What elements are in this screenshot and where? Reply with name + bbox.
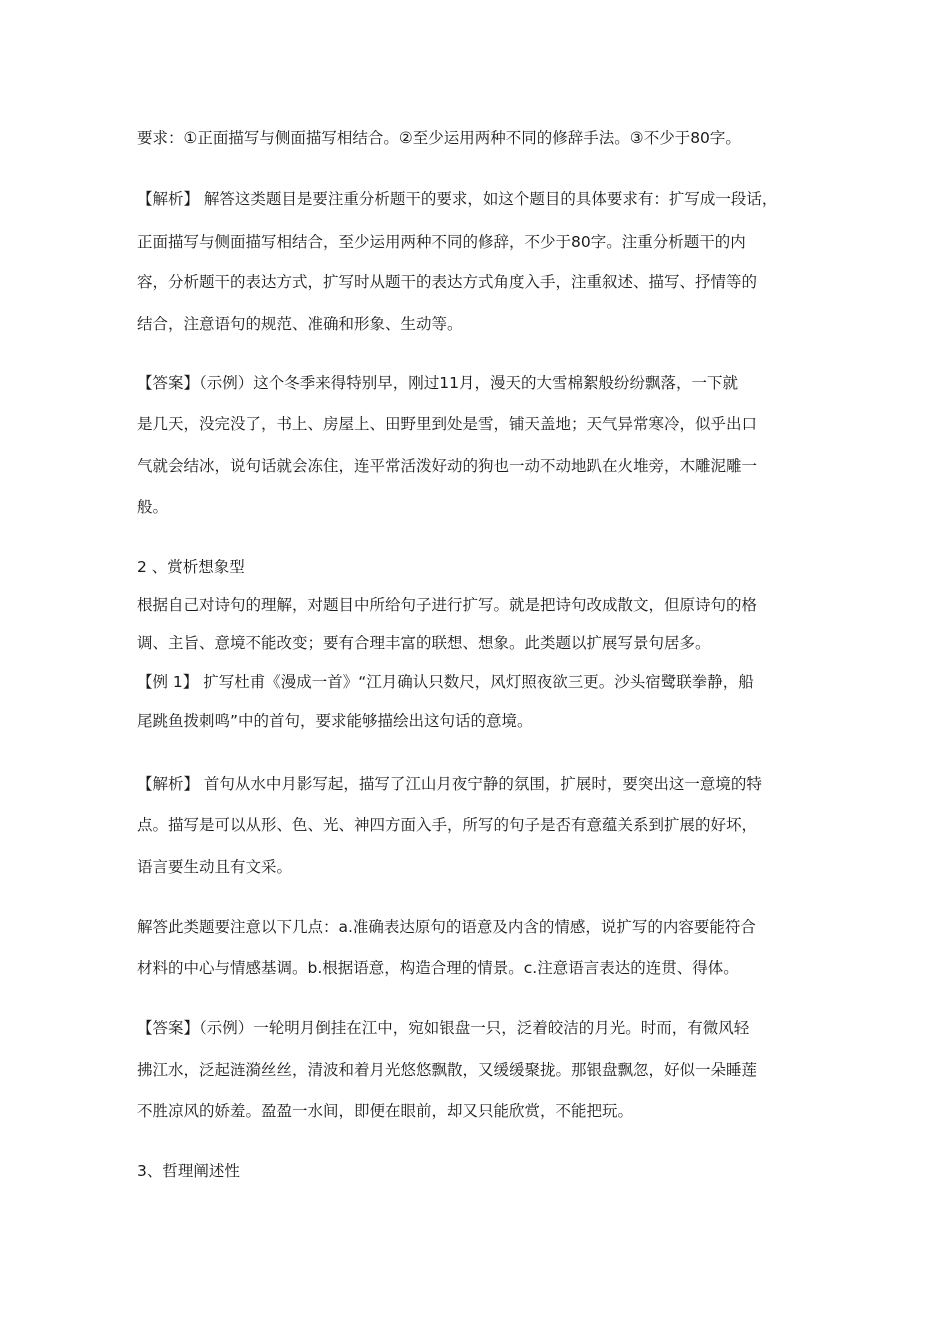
- text-line: 拂江水，泛起涟漪丝丝，清波和着月光悠悠飘散，又缓缓聚拢。那银盘飘忽，好似一朵睡莲: [137, 1061, 758, 1079]
- text-line: 是几天，没完没了，书上、房屋上、田野里到处是雪，铺天盖地；天气异常寒冷，似乎出口: [137, 415, 758, 433]
- text-line: 正面描写与侧面描写相结合，至少运用两种不同的修辞，不少于80字。注重分析题干的内: [137, 233, 746, 251]
- requirement-text: 要求：①正面描写与侧面描写相结合。②至少运用两种不同的修辞手法。③不少于80字。: [137, 129, 741, 147]
- text-line: 【解析】 首句从水中月影写起，描写了江山月夜宁静的氛围，扩展时，要突出这一意境的特: [137, 775, 762, 793]
- text-line: 根据自己对诗句的理解，对题目中所给句子进行扩写。就是把诗句改成散文，但原诗句的格: [137, 596, 758, 614]
- text-line: 结合，注意语句的规范、准确和形象、生动等。: [137, 315, 463, 333]
- text-line: 语言要生动且有文采。: [137, 858, 293, 876]
- text-line: 【答案】（示例）这个冬季来得特别早，刚过11月，漫天的大雪棉絮般纷纷飘落，一下就: [137, 374, 738, 392]
- text-line: 【例 1】 扩写杜甫《漫成一首》“江月确认只数尺，风灯照夜欲三更。沙头宿鹭联拳静，船: [137, 673, 754, 691]
- text-line: 【答案】（示例）一轮明月倒挂在江中，宛如银盘一只，泛着皎洁的月光。时而，有微风轻: [137, 1019, 750, 1037]
- text-line: 不胜凉风的娇羞。盈盈一水间，即便在眼前，却又只能欣赏，不能把玩。: [137, 1102, 634, 1120]
- text-line: 材料的中心与情感基调。b.根据语意，构造合理的情景。c.注意语言表达的连贯、得体。: [137, 959, 739, 977]
- text-line: 尾跳鱼拨刺鸣”中的首句，要求能够描绘出这句话的意境。: [137, 712, 533, 730]
- section-3-heading: 3、哲理阐述性: [137, 1162, 240, 1180]
- text-line: 点。描写是可以从形、色、光、神四方面入手，所写的句子是否有意蕴关系到扩展的好坏，: [137, 816, 758, 834]
- text-line: 气就会结冰，说句话就会冻住，连平常活泼好动的狗也一动不动地趴在火堆旁，木雕泥雕一: [137, 457, 758, 475]
- text-line: 调、主旨、意境不能改变；要有合理丰富的联想、想象。此类题以扩展写景句居多。: [137, 634, 711, 652]
- text-line: 容，分析题干的表达方式，扩写时从题干的表达方式角度入手，注重叙述、描写、抒情等的: [137, 273, 758, 291]
- text-line: 【解析】 解答这类题目是要注重分析题干的要求，如这个题目的具体要求有：扩写成一段话，: [137, 190, 778, 208]
- text-line: 解答此类题要注意以下几点：a.准确表达原句的语意及内含的情感，说扩写的内容要能符合: [137, 918, 756, 936]
- text-line: 般。: [137, 498, 169, 516]
- section-2-heading: 2 、赏析想象型: [137, 558, 245, 576]
